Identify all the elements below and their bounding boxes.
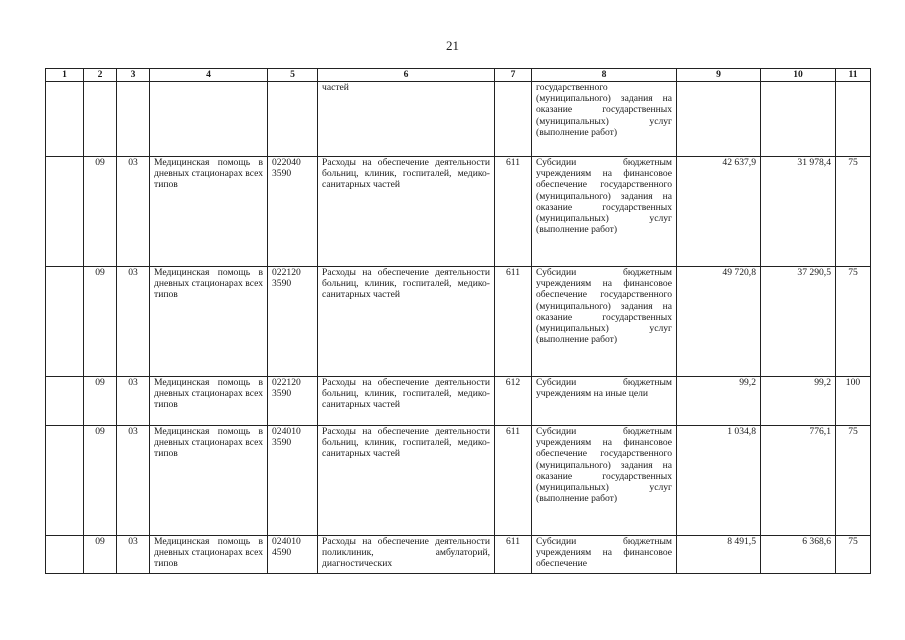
cell-value-plan [677,82,761,157]
cell-article-name: Расходы на обеспечение деятельности больниц, клиник, госпиталей, медико-санитарных частей [318,157,495,267]
cell-article-name: Расходы на обеспечение деятельности поликлиник, амбулаторий, диагностических [318,536,495,574]
cell-subsection-name: Медицинская помощь в дневных стационарах всех типов [150,536,268,574]
cell-value-actual: 776,1 [761,426,836,536]
cell-section: 09 [84,536,117,574]
budget-table [45,68,871,574]
cell-article-name: Расходы на обеспечение деятельности больниц, клиник, госпиталей, медико-санитарных частей [318,377,495,426]
cell-subsection-name: Медицинская помощь в дневных стационарах всех типов [150,157,268,267]
cell-expense-type-name: Субсидии бюджетным учреждениям на иные цели [532,377,677,426]
table-row [46,82,871,157]
col-header: 1 [46,69,84,82]
col-header: 5 [268,69,318,82]
cell-percent [836,82,871,157]
cell-subsection: 03 [117,377,150,426]
cell-percent: 75 [836,267,871,377]
cell-index [46,267,84,377]
column-number-row [46,69,871,82]
cell-expense-type-name: Субсидии бюджетным учреждениям на финансовое обеспечение государственного (муниципального) задания на оказание государственных (муниципальных) услуг (выполнение работ) [532,157,677,267]
col-header: 2 [84,69,117,82]
cell-section: 09 [84,377,117,426]
col-header: 11 [836,69,871,82]
cell-expense-type: 611 [495,536,532,574]
cell-percent: 100 [836,377,871,426]
cell-article-name: Расходы на обеспечение деятельности больниц, клиник, госпиталей, медико-санитарных частей [318,267,495,377]
cell-value-actual [761,82,836,157]
cell-subsection-name: Медицинская помощь в дневных стационарах всех типов [150,426,268,536]
col-header: 8 [532,69,677,82]
cell-expense-type-name: Субсидии бюджетным учреждениям на финансовое обеспечение государственного (муниципального) задания на оказание государственных (муниципальных) услуг (выполнение работ) [532,426,677,536]
cell-value-actual: 37 290,5 [761,267,836,377]
cell-expense-type: 611 [495,157,532,267]
cell-value-plan: 8 491,5 [677,536,761,574]
cell-value-plan: 42 637,9 [677,157,761,267]
table-row [46,267,871,377]
cell-value-actual: 99,2 [761,377,836,426]
cell-expense-type: 612 [495,377,532,426]
cell-index [46,426,84,536]
table-row [46,157,871,267]
cell-value-plan: 99,2 [677,377,761,426]
cell-expense-type-name: государственного (муниципального) задания на оказание государственных (муниципальных) услуг (выполнение работ) [532,82,677,157]
col-header: 6 [318,69,495,82]
col-header: 3 [117,69,150,82]
cell-target-article: 022120 3590 [268,377,318,426]
cell-subsection: 03 [117,426,150,536]
cell-value-plan: 49 720,8 [677,267,761,377]
cell-percent: 75 [836,426,871,536]
table-row [46,426,871,536]
cell-target-article: 022120 3590 [268,267,318,377]
col-header: 7 [495,69,532,82]
cell-percent: 75 [836,157,871,267]
col-header: 4 [150,69,268,82]
cell-percent: 75 [836,536,871,574]
cell-expense-type [495,82,532,157]
cell-value-actual: 31 978,4 [761,157,836,267]
cell-target-article: 024010 4590 [268,536,318,574]
cell-article-name: частей [318,82,495,157]
cell-target-article [268,82,318,157]
cell-section: 09 [84,157,117,267]
cell-expense-type-name: Субсидии бюджетным учреждениям на финансовое обеспечение государственного (муниципального) задания на оказание государственных (муниципальных) услуг (выполнение работ) [532,267,677,377]
cell-subsection: 03 [117,157,150,267]
cell-target-article: 024010 3590 [268,426,318,536]
cell-section: 09 [84,426,117,536]
page-number: 21 [446,38,459,53]
col-header: 9 [677,69,761,82]
cell-value-actual: 6 368,6 [761,536,836,574]
cell-index [46,82,84,157]
cell-value-plan: 1 034,8 [677,426,761,536]
cell-subsection-name [150,82,268,157]
cell-index [46,377,84,426]
cell-section: 09 [84,267,117,377]
cell-section [84,82,117,157]
table-row [46,377,871,426]
table-row [46,536,871,574]
cell-subsection-name: Медицинская помощь в дневных стационарах всех типов [150,267,268,377]
cell-subsection-name: Медицинская помощь в дневных стационарах всех типов [150,377,268,426]
cell-index [46,536,84,574]
cell-subsection: 03 [117,267,150,377]
cell-expense-type-name: Субсидии бюджетным учреждениям на финансовое обеспечение [532,536,677,574]
cell-index [46,157,84,267]
cell-subsection: 03 [117,536,150,574]
cell-target-article: 022040 3590 [268,157,318,267]
cell-expense-type: 611 [495,426,532,536]
cell-subsection [117,82,150,157]
cell-article-name: Расходы на обеспечение деятельности больниц, клиник, госпиталей, медико-санитарных частей [318,426,495,536]
col-header: 10 [761,69,836,82]
cell-expense-type: 611 [495,267,532,377]
